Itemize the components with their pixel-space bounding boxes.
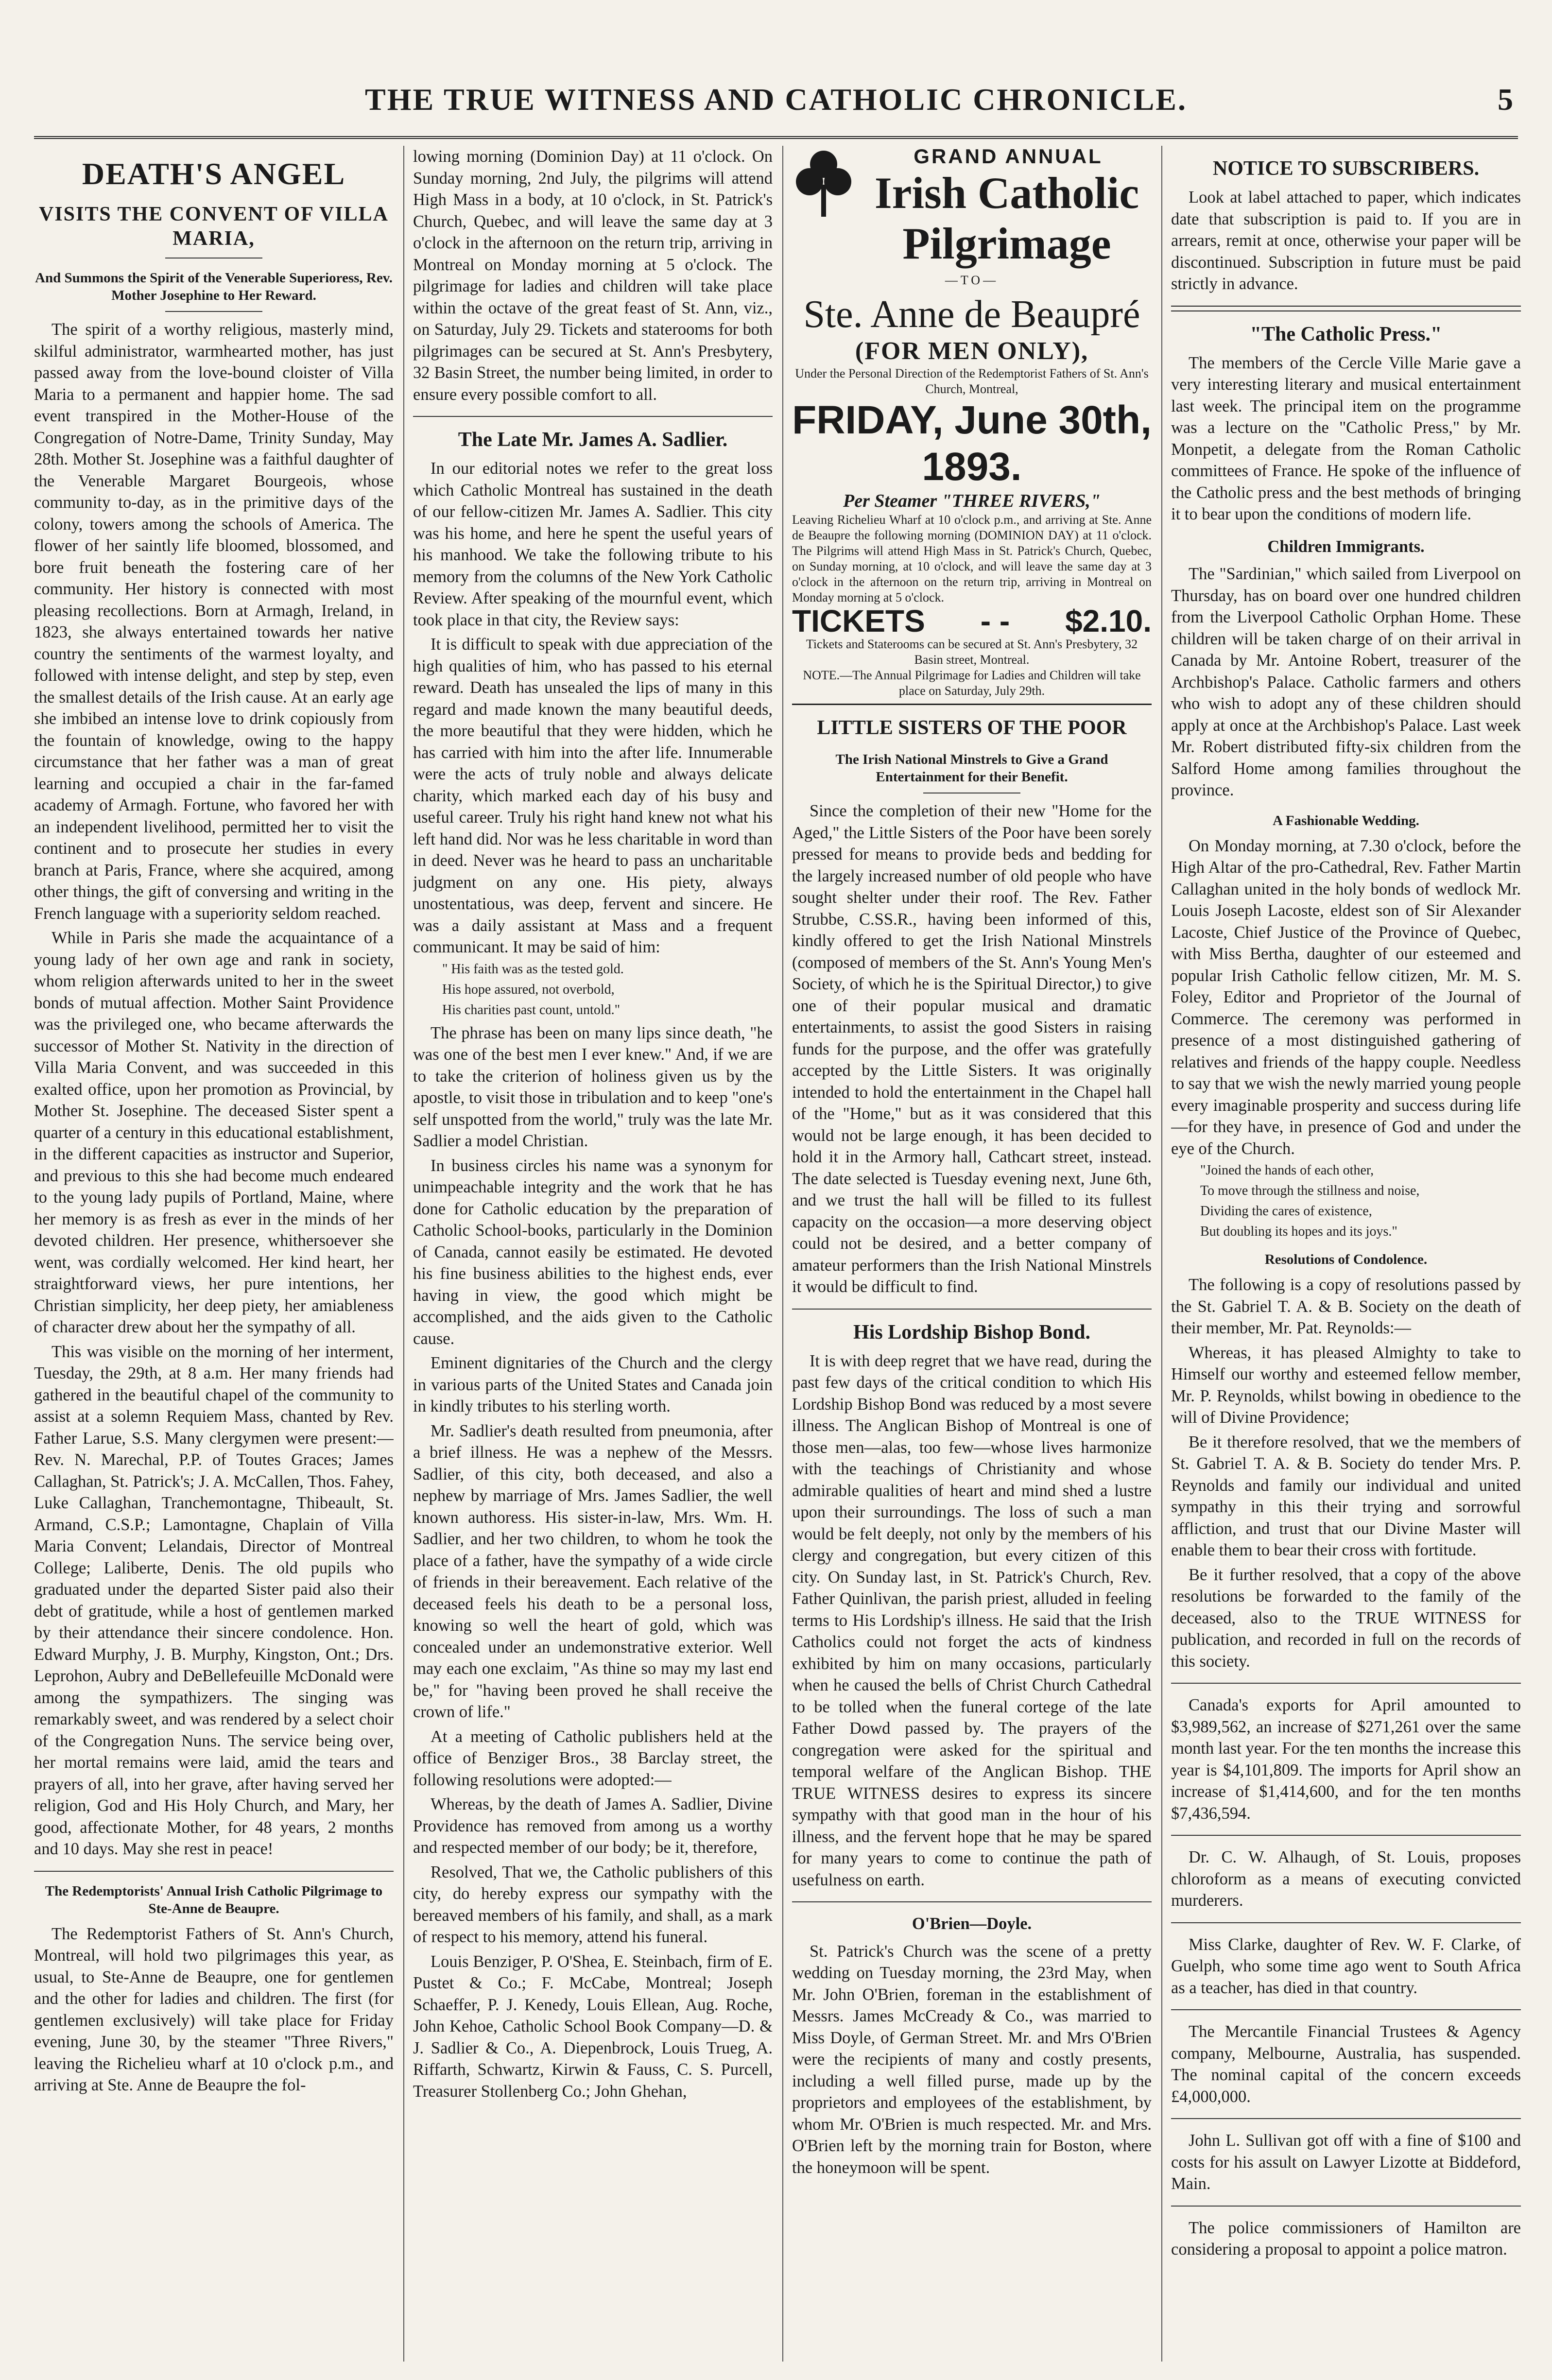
- article-paragraph: It is with deep regret that we have read, during the past few days of the critical condition to which His Lordship Bishop Bond was reduced by a most severe illness. The Anglican Bishop of Montreal is one of those men—alas, too few—whose lives harmonize with the teachings of Christianity and whose admirable qualities of heart and mind shed a lustre upon their surroundings. The loss of such a man would be felt deeply, not only by the members of his clergy and congregation, but every citizen of this city. On Sunday last, in St. Patrick's Church, Rev. Father Quinlivan, the parish priest, alluded in feeling terms to His Lordship's illness. He said that the Irish Catholics could not forget the acts of kindness exhibited by him on many occasions, particularly when he caused the bells of Christ Church Cathedral to be tolled when the funeral cortege of the late Father Dowd passed by. The prayers of the congregation were asked for the spiritual and temporal welfare of the Anglican Bishop. THE TRUE WITNESS desires to express its sincere sympathy with that good man in the hour of his illness, and the fervent hope that he may be spared for many years to come to continue the path of usefulness on earth.: [792, 1351, 1152, 1889]
- ad-note: NOTE.—The Annual Pilgrimage for Ladies and Children will take place on Saturday, July 29th.: [803, 668, 1141, 698]
- page-number: 5: [1498, 82, 1513, 117]
- verse-line: His charities past count, untold.": [442, 1002, 621, 1018]
- divider: [1171, 2206, 1521, 2207]
- article-headline: Resolutions of Condolence.: [1264, 1252, 1428, 1267]
- article-paragraph: In business circles his name was a synonym for unimpeachable integrity and the work that he has done for Catholic education by the preparation of Catholic School-books, particularly in the Dominion of Canada, cannot easily be estimated. He devoted his fine business abilities to the highest ends, ever having in view, the good which might be accomplished, and the aids given to the Catholic cause.: [413, 1156, 773, 1348]
- article-paragraph: Look at label attached to paper, which indicates date that subscription is paid to. If you are in arrears, remit at once, otherwise your paper will be discontinued. Subscription in future must be paid strictly in advance.: [1171, 188, 1521, 293]
- article-paragraph: It is difficult to speak with due appreciation of the high qualities of him, who has passed to his eternal reward. Death has unsealed the lips of many in this regard and made known the many beautiful deeds, the more beautiful that they were hidden, which he has carried with him into the after life. Innumerable were the acts of truly noble and always delicate charity, which marked each day of his busy and useful career. Truly his right hand knew not what his left hand did. Nor was he less charitable in word than in deed. Never was he heard to pass an uncharitable judgment on any one. His piety, always unostentatious, was deep, fervent and sincere. He was a daily assistant at Mass and a frequent communicant. It may be said of him:: [413, 635, 773, 956]
- article-paragraph: The spirit of a worthy religious, masterly mind, skilful administrator, warmhearted mother, has just passed away from the love-bound cloister of Villa Maria to a permanent and happier home. The sad event transpired in the Mother-House of the Congregation of Notre-Dame, Trinity Sunday, May 28th. Mother St. Josephine was a faithful daughter of the Venerable Margaret Bourgeois, whose community to-day, as in the primitive days of the colony, towers among the schools of America. The flower of her saintly life bloomed, blossomed, and bore fruit beneath the fostering care of her community. Her history is connected with most pleasing recollections. Born at Armagh, Ireland, in 1823, she always entertained towards her native country the sentiments of the warmest loyalty, and followed with intense delight, and step by step, even the smallest details of the Irish cause. At an early age she imbibed an intense love to drink copiously from the fountain of knowledge, owing to the happy circumstance that her father was a man of great learning and occupied a chair in the far-famed academy of Armagh. Fortune, who favored her with an independent livelihood, permitted her to visit the continent and to prosecute her studies in every branch at Paris, France, where she acquired, among other things, the gift of conversing and writing in the French language with a superiority seldom reached.: [34, 320, 394, 923]
- ad-date: FRIDAY, June 30th, 1893.: [792, 398, 1152, 489]
- article-deck: The Irish National Minstrels to Give a Grand Entertainment for their Benefit.: [835, 752, 1108, 785]
- divider: [1171, 2118, 1521, 2119]
- article-paragraph: Since the completion of their new "Home for the Aged," the Little Sisters of the Poor have been sorely pressed for means to provide beds and bedding for the largely increased number of old people who have sought shelter under their roof. The Rev. Father Strubbe, C.SS.R., having been informed of this, kindly offered to get the Irish National Minstrels (composed of members of the St. Ann's Young Men's Society, of which he is the Spiritual Director,) to give one of their popular musical and dramatic entertainments, to assist the good Sisters in raising funds for the purpose, and the offer was gratefully accepted by the Little Sisters. It was originally intended to hold the entertainment in the Chapel hall of the "Home," but as it was considered that this would not be large enough, it has been decided to hold it in the Armory hall, Cathcart street, instead. The date selected is Tuesday evening next, June 6th, and we trust the hall will be filled to its fullest capacity on the occasion—a more deserving object could not be desired, and a better company of amateur performers than the Irish National Minstrels it would be difficult to find.: [792, 802, 1152, 1296]
- article-paragraph: The phrase has been on many lips since death, "he was one of the best men I ever knew." And, if we are to take the criterion of holiness given us by the apostle, to visit those in tribulation and to keep "one's self unspotted from the world," truly was the late Mr. Sadlier a model Christian.: [413, 1023, 773, 1150]
- divider: [792, 1901, 1152, 1902]
- ad-tickets: [792, 603, 1152, 638]
- tickets-dashes: - -: [980, 603, 1010, 638]
- article-paragraph: The "Sardinian," which sailed from Liverpool on Thursday, has on board over one hundred children from the Liverpool Catholic Orphan Home. These children will be taken charge of on their arrival in Canada by Mr. Antoine Robert, treasurer of the Archbishop's Palace. Catholic farmers and others who wish to adopt any of these children should apply at once at the Archbishop's Palace. Last week Mr. Robert distributed fifty-six children from the Salford Home among families throughout the province.: [1171, 565, 1521, 799]
- article-headline: "The Catholic Press.": [1250, 323, 1442, 345]
- article-paragraph: Mr. Sadlier's death resulted from pneumonia, after a brief illness. He was a nephew of the Messrs. Sadlier, of this city, both deceased, and also a nephew by marriage of Mrs. James Sadlier, the well known authoress. His sister-in-law, Mrs. Wm. H. Sadlier, and her two children, to whom he took the place of a father, have the sympathy of a wide circle of friends in their bereavement. Each relative of the deceased feels his death to be a personal loss, knowing so well the heart of gold, which was concealed under an undemonstrative exterior. Well may each one exclaim, "As thine so may my last end be," for "having been proved he shall receive the crown of life.": [413, 1421, 773, 1721]
- verse-line: To move through the stillness and noise,: [1200, 1183, 1420, 1198]
- article-headline: DEATH'S ANGEL: [82, 156, 346, 191]
- article-headline: His Lordship Bishop Bond.: [853, 1321, 1090, 1344]
- divider: [165, 311, 262, 312]
- verse-line: His hope assured, not overbold,: [442, 982, 615, 997]
- column-rule: [782, 146, 783, 2362]
- article-paragraph: This was visible on the morning of her interment, Tuesday, the 29th, at 8 a.m. Her many friends had gathered in the beautiful chapel of the community to assist at a solemn Requiem Mass, chanted by Rev. Father Larue, S.S. Many clergymen were present:—Rev. N. Marechal, P.P. of Toutes Graces; James Callaghan, St. Patrick's; J. A. McCallen, Thos. Fahey, Luke Callaghan, Tranchemontagne, Thibeault, St. Armand, C.S.P.; Lamontagne, Chaplain of Villa Maria Convent; Lelandais, Director of Montreal College; Laliberte, Denis. The old pupils who graduated under the departed Sister paid also their debt of gratitude, while a host of gentlemen marked by their attendance their sincere condolence. Hon. Edward Murphy, J. B. Murphy, Kingston, Ont.; Drs. Leprohon, Aubry and DeBellefeuille McDonald were among the sympathizers. The singing was remarkably sweet, and was rendered by a select choir of the Congregation Nuns. The service being over, her mortal remains were laid, amid the tears and prayers of all, into her grave, after having served her religion, God and His Holy Church, and Mary, her good, affectionate Mother, for 48 years, 2 months and 10 days. May she rest in peace!: [34, 1342, 394, 1858]
- column-4: [1171, 146, 1521, 2362]
- verse-line: " His faith was as the tested gold.: [442, 961, 624, 977]
- divider: [413, 416, 773, 417]
- news-item: Canada's exports for April amounted to $3,989,562, an increase of $271,261 over the same month last year. For the ten months the increase this year is $4,101,809. The imports for April show an increase of $1,414,600, and for the ten months $7,436,594.: [1171, 1696, 1521, 1823]
- divider: [1171, 2009, 1521, 2010]
- article-paragraph: In our editorial notes we refer to the great loss which Catholic Montreal has sustained in the death of our fellow-citizen Mr. James A. Sadlier. This city was his home, and here he spent the useful years of his manhood. We take the following tribute to his memory from the columns of the New York Catholic Review. After speaking of the mournful event, which took place in that city, the Review says:: [413, 459, 773, 629]
- verse-line: But doubling its hopes and its joys.": [1200, 1224, 1397, 1239]
- article-paragraph: While in Paris she made the acquaintance of a young lady of her own age and rank in society, whom religion afterwards united to her in the sweet bonds of mutual affection. Mother Saint Providence was the privileged one, who became afterwards the successor of Mother St. Nativity in the direction of Villa Maria Convent, and was succeeded in this exalted office, upon her promotion as Provincial, by Mother St. Josephine. The deceased Sister spent a quarter of a century in this educational establishment, in the different capacities as instructor and Superior, and previous to this she had become much endeared to the young lady pupils of Portland, Maine, where her memory is as fresh as ever in the minds of her devoted children. Her presence, whithersoever she went, was cordially welcomed. Her kind heart, her straightforward views, her pure intentions, her Christian simplicity, her deep piety, her amiableness of character drew about her the sympathy of all.: [34, 929, 394, 1336]
- column-rule: [403, 146, 404, 2362]
- article-paragraph: At a meeting of Catholic publishers held at the office of Benziger Bros., 38 Barclay street, the following resolutions were adopted:—: [413, 1727, 773, 1789]
- article-paragraph: The members of the Cercle Ville Marie gave a very interesting literary and musical entertainment last week. The principal item on the programme was a lecture on the "Catholic Press," by Mr. Monpetit, a delegate from the Roman Catholic committees of France. He spoke of the influence of the Catholic press and the best methods of bringing it to bear upon the conditions of modern life.: [1171, 353, 1521, 523]
- divider: [165, 258, 262, 259]
- ad-tickets-info: Tickets and Staterooms can be secured at St. Ann's Presbytery, 32 Basin street, Montreal.: [806, 637, 1138, 667]
- article-headline: The Late Mr. James A. Sadlier.: [458, 429, 728, 451]
- article-paragraph: Resolved, That we, the Catholic publishers of this city, do hereby express our sympathy with the bereaved members of his family, and shall, as a mark of respect to his memory, attend his funeral.: [413, 1863, 773, 1946]
- column-2: [413, 146, 773, 2362]
- news-item: John L. Sullivan got off with a fine of $100 and costs for his assult on Lawyer Lizotte at Biddeford, Main.: [1171, 2131, 1521, 2193]
- article-paragraph: On Monday morning, at 7.30 o'clock, before the High Altar of the pro-Cathedral, Rev. Father Martin Callaghan united in the holy bonds of wedlock Mr. Louis Joseph Lacoste, eldest son of Sir Alexander Lacoste, Chief Justice of the Province of Quebec, with Miss Bertha, daughter of our esteemed and popular Irish Catholic fellow citizen, Mr. M. S. Foley, Editor and Proprietor of the Journal of Commerce. The ceremony was performed in presence of a most distinguished gathering of relatives and friends of the happy couple. Needless to say that we wish the newly married young people every imaginable prosperity and success during life—for they have, in presence of God and under the eye of the Church.: [1171, 836, 1521, 1158]
- news-item: The Mercantile Financial Trustees & Agency company, Melbourne, Australia, has suspended. The nominal capital of the concern exceeds £4,000,000.: [1171, 2022, 1521, 2106]
- column-1: [34, 146, 394, 2362]
- article-paragraph: St. Patrick's Church was the scene of a pretty wedding on Tuesday morning, the 23rd May, when Mr. John O'Brien, foreman in the establishment of Messrs. James McCready & Co., was married to Miss Doyle, of German Street. Mr. and Mrs O'Brien were the recipients of many and costly presents, including a well filled purse, made up by the proprietors and employees of the establishment, by whom Mr. O'Brien is much respected. Mr. and Mrs. O'Brien left by the morning train for Boston, where the honeymoon will be spent.: [792, 1942, 1152, 2177]
- article-deck: And Summons the Spirit of the Venerable Superioress, Rev. Mother Josephine to Her Reward.: [35, 270, 393, 303]
- article-headline: LITTLE SISTERS OF THE POOR: [817, 717, 1127, 739]
- ad-destination: Ste. Anne de Beaupré: [803, 293, 1140, 336]
- article-paragraph: Be it therefore resolved, that we the members of St. Gabriel T. A. & B. Society do tender Mrs. P. Reynolds and family our individual and united sympathy in this their trying and sorrowful affliction, and trust that our Divine Master will enable them to bear their cross with fortitude.: [1171, 1432, 1521, 1559]
- article-subheadline: VISITS THE CONVENT OF VILLA MARIA,: [39, 203, 389, 250]
- tickets-label: TICKETS: [792, 603, 925, 638]
- divider: [792, 1309, 1152, 1310]
- article-paragraph: Eminent dignitaries of the Church and the clergy in various parts of the United States and Canada join in kindly tributes to his sterling worth.: [413, 1354, 773, 1415]
- news-item: Miss Clarke, daughter of Rev. W. F. Clarke, of Guelph, who some time ago went to South Africa as a teacher, has died in that country.: [1171, 1935, 1521, 1997]
- news-item: The police commissioners of Hamilton are considering a proposal to appoint a police matron.: [1171, 2218, 1521, 2259]
- masthead: [34, 73, 1518, 139]
- divider: [1171, 306, 1521, 311]
- shamrock-icon: [792, 146, 855, 219]
- article-headline: O'Brien—Doyle.: [912, 1914, 1032, 1933]
- divider: [1171, 1683, 1521, 1684]
- pilgrimage-advertisement: [792, 146, 1152, 705]
- tickets-price: $2.10.: [1065, 603, 1152, 638]
- ad-kicker: GRAND ANNUAL: [914, 146, 1103, 168]
- article-paragraph: Whereas, it has pleased Almighty to take to Himself our worthy and esteemed fellow member, Mr. P. Reynolds, whilst bowing in obedience to the will of Divine Providence;: [1171, 1343, 1521, 1427]
- article-paragraph: Louis Benziger, P. O'Shea, E. Steinbach, firm of E. Pustet & Co.; F. McCabe, Montreal; Joseph Schaeffer, P. J. Kenedy, Louis Ellean, Aug. Roche, John Kehoe, Catholic School Book Company—D. & J. Sadlier & Co., A. Diepenbrock, Louis Trueg, A. Riffarth, Schwartz, Kirwin & Fauss, C. S. Purcell, Treasurer Stollenberg Co.; John Ghehan,: [413, 1952, 773, 2101]
- verse-line: "Joined the hands of each other,: [1200, 1163, 1374, 1178]
- divider: [1171, 1835, 1521, 1836]
- article-headline: Children Immigrants.: [1267, 537, 1425, 556]
- article-paragraph: lowing morning (Dominion Day) at 11 o'clock. On Sunday morning, 2nd July, the pilgrims will attend High Mass in a body, at 10 o'clock, in St. Patrick's Church, Quebec, and will leave the same day at 3 o'clock in the afternoon on the return trip, arriving in Montreal on Monday morning at 5 o'clock. The pilgrimage for ladies and children will take place within the octave of the great feast of St. Ann, viz., on Saturday, July 29. Tickets and staterooms for both pilgrimages can be secured at St. Ann's Presbytery, 32 Basin Street, the number being limited, in order to ensure every possible comfort to all.: [413, 147, 773, 404]
- article-paragraph: Be it further resolved, that a copy of the above resolutions be forwarded to the family of the deceased, also to the TRUE WITNESS for publication, and recorded in full on the records of this society.: [1171, 1565, 1521, 1671]
- ad-details: Leaving Richelieu Wharf at 10 o'clock p.m., and arriving at Ste. Anne de Beaupre the following morning (DOMINION DAY) at 11 o'clock. The Pilgrims will attend High Mass in St. Patrick's Church, Quebec, on Sunday morning, at 10 o'clock, and will leave the same day at 3 o'clock in the afternoon on the return trip, arriving in Montreal on Monday morning at 5 o'clock.: [792, 512, 1152, 604]
- column-3: [792, 146, 1152, 2362]
- article-paragraph: The Redemptorist Fathers of St. Ann's Church, Montreal, will hold two pilgrimages this year, as usual, to Ste-Anne de Beaupre, one for gentlemen and the other for ladies and children. The first (for gentlemen exclusively) will take place for Friday evening, June 30, by the steamer "Three Rivers," leaving the Richelieu wharf at 10 o'clock p.m., and arriving at Ste. Anne de Beaupre the fol-: [34, 1924, 394, 2094]
- ad-title: Irish Catholic Pilgrimage: [874, 168, 1139, 268]
- news-item: Dr. C. W. Alhaugh, of St. Louis, proposes chloroform as a means of executing convicted murderers.: [1171, 1848, 1521, 1910]
- ad-to: —TO—: [945, 273, 999, 287]
- article-headline: The Redemptorists' Annual Irish Catholic Pilgrimage to Ste-Anne de Beaupre.: [45, 1883, 383, 1916]
- verse-line: Dividing the cares of existence,: [1200, 1204, 1372, 1219]
- article-headline: A Fashionable Wedding.: [1273, 812, 1419, 828]
- newspaper-title: THE TRUE WITNESS AND CATHOLIC CHRONICLE.: [365, 82, 1187, 117]
- column-rule: [1161, 146, 1162, 2362]
- ad-steamer: Per Steamer "THREE RIVERS,": [843, 491, 1101, 511]
- divider: [1171, 1922, 1521, 1923]
- article-headline: NOTICE TO SUBSCRIBERS.: [1212, 157, 1480, 180]
- ad-audience: (FOR MEN ONLY),: [855, 337, 1089, 365]
- article-paragraph: Whereas, by the death of James A. Sadlier, Divine Providence has removed from among us a worthy and respected member of our body; be it, therefore,: [413, 1795, 773, 1857]
- article-paragraph: The following is a copy of resolutions passed by the St. Gabriel T. A. & B. Society on the death of their member, Mr. Pat. Reynolds:—: [1171, 1276, 1521, 1337]
- divider: [34, 1871, 394, 1872]
- ad-direction: Under the Personal Direction of the Redemptorist Fathers of St. Ann's Church, Montreal,: [795, 366, 1149, 396]
